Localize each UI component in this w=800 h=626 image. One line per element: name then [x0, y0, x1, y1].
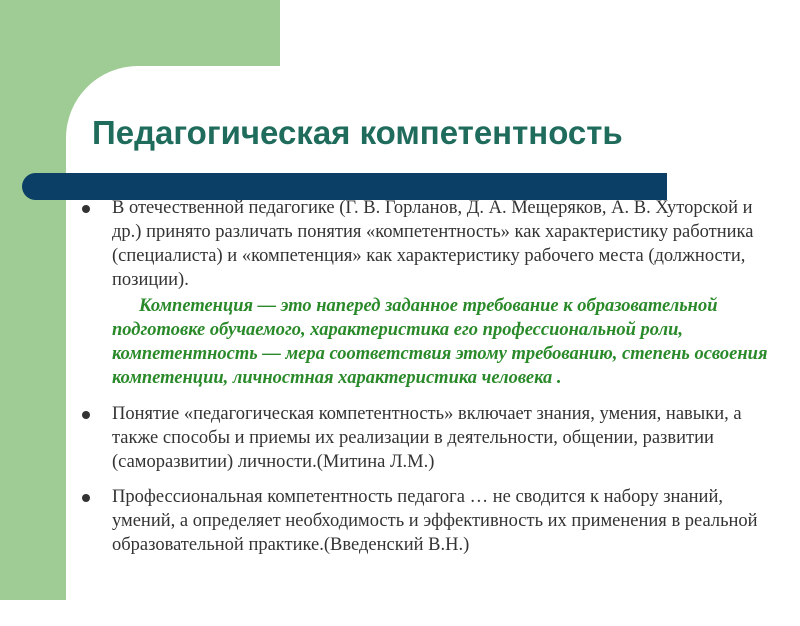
bullet-text: Профессиональная компетентность педагога … не сводится к набору знаний, умений, а определяет необходимость и эффективность их применения в реальной образовательной практике.(Введенский В.Н.) [112, 487, 758, 555]
bullet-item [78, 196, 780, 292]
bullet-text: В отечественной педагогике (Г. В. Горланов, Д. А. Мещеряков, А. В. Хуторской и др.) принято различать понятия «компетентность» как характеристику работника (специалиста) и «компетенция» как характеристику рабочего места (должности, позиции). [112, 198, 754, 290]
bullet-icon [78, 485, 112, 509]
slide-body [78, 196, 780, 557]
slide-title: Педагогическая компетентность [92, 114, 623, 151]
bullet-icon [78, 196, 112, 220]
bullet-text: Понятие «педагогическая компетентность» включает знания, умения, навыки, а также способы и приемы их реализации в деятельности, общении, развитии (саморазвитии) личности.(Митина Л.М.) [112, 404, 742, 472]
bullet-item [78, 485, 780, 557]
definition-text: Компетенция — это наперед заданное требование к образовательной подготовке обучаемого, характеристика его профессиональной роли, компетентность — мера соответствия этому требованию, степень освоения компетенции, личностная характеристика человека . [112, 296, 768, 388]
bullet-icon [78, 402, 112, 426]
bullet-item [78, 402, 780, 474]
